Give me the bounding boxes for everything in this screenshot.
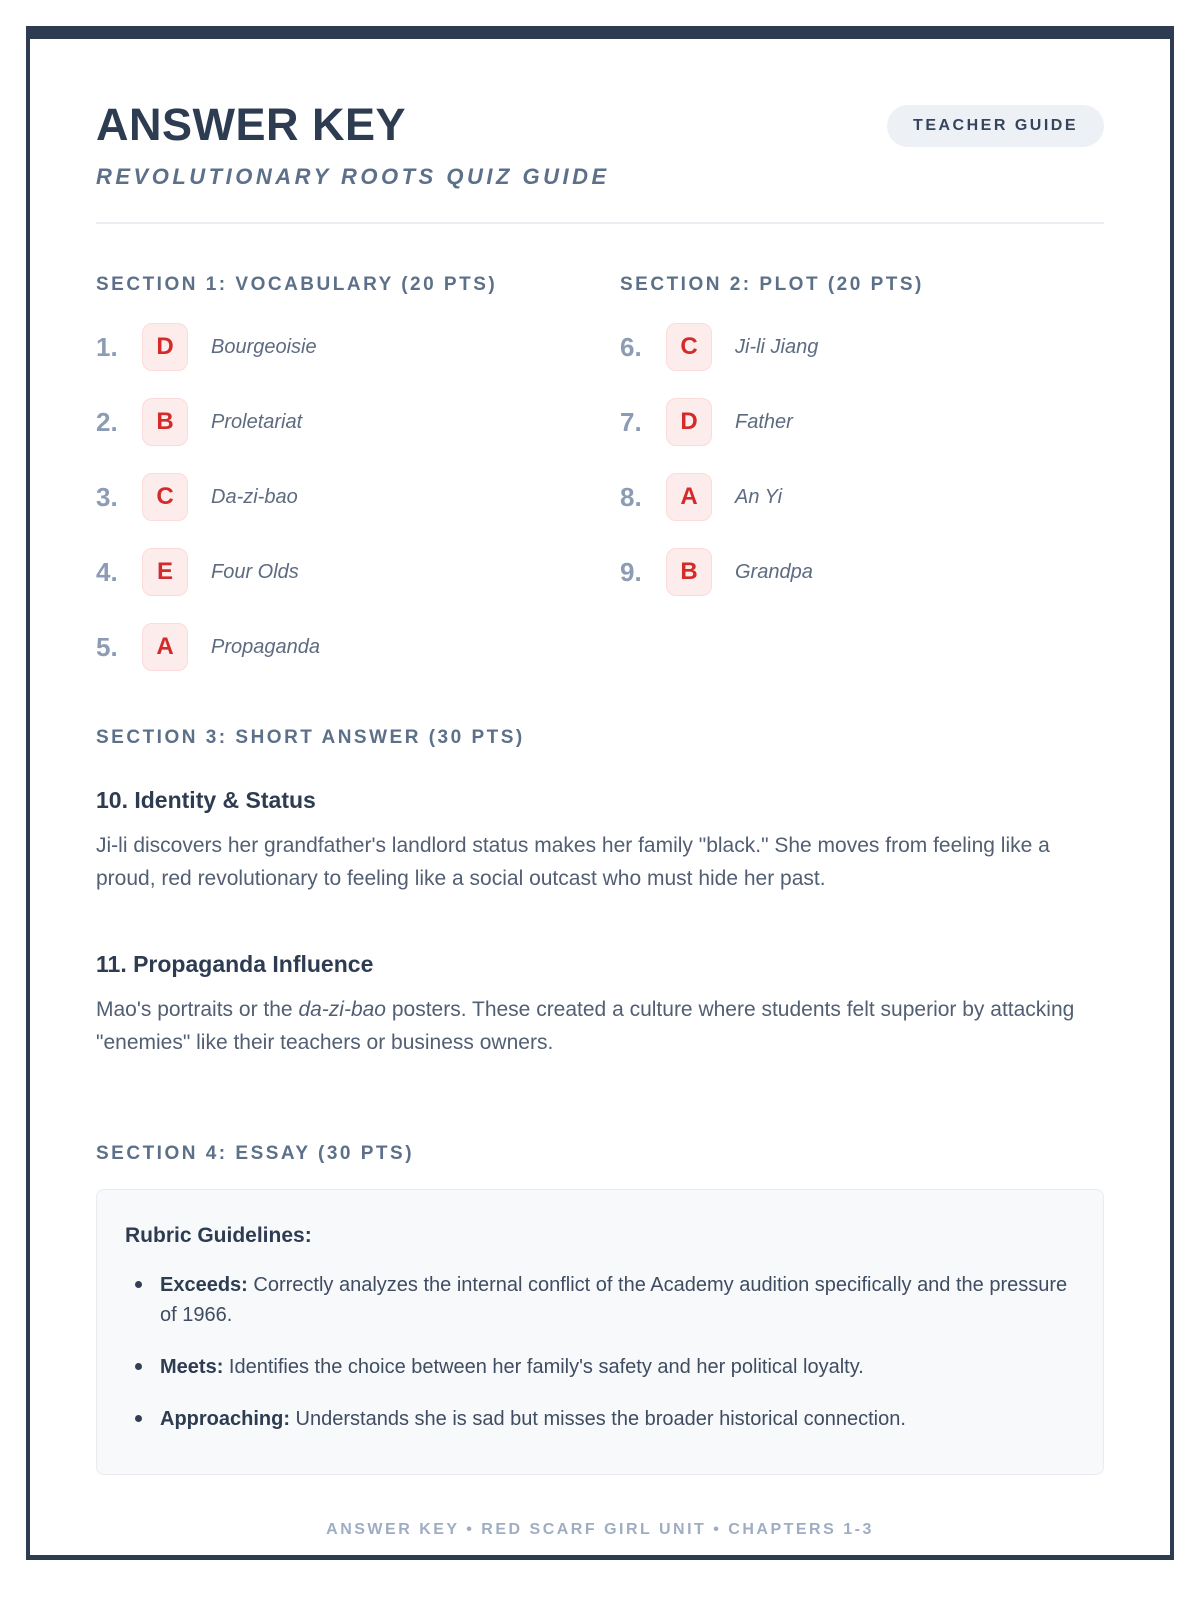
- question-number: 3.: [96, 481, 118, 512]
- bullet-dot-icon: [135, 1363, 142, 1370]
- answer-item: [96, 473, 580, 521]
- rubric-level-label: Meets:: [160, 1356, 224, 1379]
- section-3-heading: SECTION 3: SHORT ANSWER (30 PTS): [96, 727, 525, 749]
- question-number: 5.: [96, 631, 118, 662]
- section-2-heading: SECTION 2: PLOT (20 PTS): [620, 274, 924, 296]
- answer-term: Propaganda: [211, 635, 320, 658]
- question-number: 7.: [620, 406, 642, 437]
- answers-grid: [96, 274, 1104, 671]
- answer-letter-badge: A: [142, 623, 188, 671]
- section-plot: [620, 274, 1104, 671]
- rubric-list: [125, 1270, 1075, 1434]
- answer-term: Ji-li Jiang: [735, 335, 819, 358]
- rubric-level-label: Exceeds:: [160, 1274, 248, 1297]
- answer-item: [620, 548, 1104, 596]
- question-number: 6.: [620, 331, 642, 362]
- header-divider: [96, 222, 1104, 224]
- page-title: ANSWER KEY: [96, 99, 407, 150]
- section-4-heading: SECTION 4: ESSAY (30 PTS): [96, 1143, 415, 1165]
- answer-letter-badge: D: [666, 398, 712, 446]
- answer-letter-badge: C: [666, 323, 712, 371]
- answer-term: Four Olds: [211, 560, 299, 583]
- answer-item: [620, 323, 1104, 371]
- answer-term: Father: [735, 410, 793, 433]
- rubric-bullet-text: [160, 1404, 906, 1434]
- rubric-level-desc: Correctly analyzes the internal conflict of the Academy audition specifically and the pressure of 1966.: [160, 1274, 1068, 1327]
- rubric-bullet-text: [160, 1352, 864, 1382]
- answer-text-part: Mao's portraits or the: [96, 998, 299, 1022]
- section-essay: [96, 1143, 1104, 1475]
- answer-term: Grandpa: [735, 560, 813, 583]
- answer-italic-term: da-zi-bao: [298, 998, 386, 1022]
- answer-item: [620, 398, 1104, 446]
- rubric-level-desc: Understands she is sad but misses the broader historical connection.: [290, 1408, 906, 1431]
- question-11-answer: [96, 994, 1104, 1059]
- answer-term: An Yi: [735, 485, 783, 508]
- rubric-bullet-exceeds: [125, 1270, 1075, 1330]
- bullet-dot-icon: [135, 1415, 142, 1422]
- document-subtitle: REVOLUTIONARY ROOTS QUIZ GUIDE: [96, 164, 610, 190]
- question-number: 4.: [96, 556, 118, 587]
- answer-item: [96, 623, 580, 671]
- rubric-level-desc: Identifies the choice between her family's safety and her political loyalty.: [223, 1356, 864, 1379]
- rubric-bullet-approaching: [125, 1404, 1075, 1434]
- question-10: [96, 787, 1104, 895]
- answer-letter-badge: E: [142, 548, 188, 596]
- document-footer: ANSWER KEY • RED SCARF GIRL UNIT • CHAPTERS 1-3: [326, 1521, 874, 1539]
- answer-text-part: posters. These created a culture where students felt superior by attacking "enemies" like their teachers or business owners.: [96, 998, 1075, 1054]
- answer-letter-badge: A: [666, 473, 712, 521]
- answer-item: [96, 398, 580, 446]
- rubric-level-label: Approaching:: [160, 1408, 290, 1431]
- answer-term: Da-zi-bao: [211, 485, 298, 508]
- rubric-title: Rubric Guidelines:: [125, 1224, 312, 1248]
- bullet-dot-icon: [135, 1281, 142, 1288]
- answer-letter-badge: D: [142, 323, 188, 371]
- answer-letter-badge: C: [142, 473, 188, 521]
- rubric-bullet-meets: [125, 1352, 1075, 1382]
- document-header: [96, 101, 1104, 148]
- question-number: 2.: [96, 406, 118, 437]
- answer-item: [96, 323, 580, 371]
- rubric-box: [96, 1189, 1104, 1475]
- question-number: 1.: [96, 331, 118, 362]
- section-short-answer: [96, 727, 1104, 1059]
- teacher-guide-badge: TEACHER GUIDE: [887, 105, 1104, 147]
- answer-letter-badge: B: [142, 398, 188, 446]
- answer-term: Proletariat: [211, 410, 303, 433]
- question-number: 9.: [620, 556, 642, 587]
- question-10-answer: Ji-li discovers her grandfather's landlord status makes her family "black." She moves from feeling like a proud, red revolutionary to feeling like a social outcast who must hide her past.: [96, 834, 1050, 890]
- answer-letter-badge: B: [666, 548, 712, 596]
- answer-key-document: [26, 26, 1174, 1560]
- answer-item: [620, 473, 1104, 521]
- section-vocabulary: [96, 274, 580, 671]
- question-11: [96, 951, 1104, 1059]
- question-10-title: 10. Identity & Status: [96, 787, 316, 814]
- question-number: 8.: [620, 481, 642, 512]
- answer-term: Bourgeoisie: [211, 335, 317, 358]
- answer-item: [96, 548, 580, 596]
- rubric-bullet-text: [160, 1270, 1075, 1330]
- question-11-title: 11. Propaganda Influence: [96, 951, 374, 978]
- section-1-heading: SECTION 1: VOCABULARY (20 PTS): [96, 274, 498, 296]
